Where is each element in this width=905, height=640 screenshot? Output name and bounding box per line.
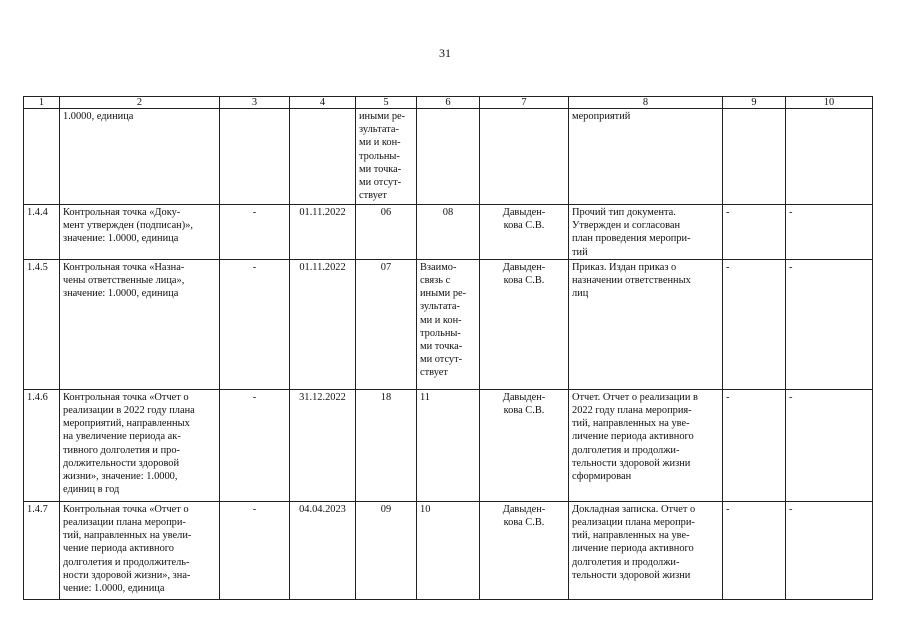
cell-text-line: Контрольная точка «Отчет о	[63, 503, 189, 515]
column-header-7: 7	[480, 97, 569, 109]
cell-c2	[60, 205, 220, 260]
cell-text-line: 2022 году плана мероприя-	[572, 405, 692, 417]
cell-c3: -	[220, 389, 290, 501]
table-row	[24, 109, 873, 205]
cell-c5	[356, 259, 417, 389]
cell-c10	[786, 109, 873, 205]
cell-text-line: мероприятий, направленных	[63, 418, 190, 430]
column-header-2: 2	[60, 97, 220, 109]
cell-c5	[356, 389, 417, 501]
cell-text-line: Давыден-	[502, 207, 546, 218]
cell-c4: 31.12.2022	[290, 389, 356, 501]
cell-c6	[417, 501, 480, 599]
table-row	[24, 501, 873, 599]
cell-c3: -	[220, 205, 290, 260]
cell-text-line: жизни», значение: 1.0000,	[63, 471, 178, 483]
cell-text-line: тивного долголетия и про-	[63, 444, 180, 456]
cell-c8	[569, 259, 723, 389]
cell-c7	[480, 259, 569, 389]
cell-text-line: Давыден-	[502, 503, 546, 515]
cell-id: 1.4.5	[24, 259, 60, 389]
cell-id: 1.4.6	[24, 389, 60, 501]
cell-text-line: ми отсут-	[359, 177, 402, 189]
cell-c3: -	[220, 501, 290, 599]
column-header-10: 10	[786, 97, 873, 109]
cell-text-line: чены ответственные лица»,	[63, 275, 185, 287]
cell-c9: -	[723, 259, 786, 389]
cell-text-line: кова С.В.	[503, 517, 545, 529]
control-points-table	[23, 96, 873, 600]
table-row	[24, 259, 873, 389]
cell-c2	[60, 109, 220, 205]
cell-c6	[417, 389, 480, 501]
column-header-5: 5	[356, 97, 417, 109]
cell-c2	[60, 501, 220, 599]
cell-c6	[417, 205, 480, 260]
cell-id: 1.4.4	[24, 205, 60, 260]
cell-text-line: тельности здоровой жизни	[572, 457, 691, 469]
cell-text-line: Контрольная точка «Отчет о	[63, 391, 189, 403]
cell-text-line: кова С.В.	[503, 275, 545, 287]
cell-c4: 01.11.2022	[290, 259, 356, 389]
cell-c8	[569, 205, 723, 260]
cell-c10: -	[786, 205, 873, 260]
cell-c4: 01.11.2022	[290, 205, 356, 260]
cell-c10: -	[786, 259, 873, 389]
cell-text-line: Давыден-	[502, 391, 546, 403]
cell-text-line: ми и кон-	[420, 314, 462, 326]
cell-text-line: иными ре-	[359, 111, 406, 122]
table-row	[24, 205, 873, 260]
page-number: 31	[439, 46, 451, 60]
cell-c2	[60, 259, 220, 389]
column-header-4: 4	[290, 97, 356, 109]
cell-text-line: тий, направленных на увели-	[63, 530, 192, 542]
cell-c5	[356, 109, 417, 205]
cell-text-line: ствует	[420, 367, 448, 379]
cell-text-line: 09	[380, 503, 392, 515]
cell-text-line: долголетия и продолжитель-	[63, 556, 190, 568]
cell-c10: -	[786, 389, 873, 501]
cell-c2	[60, 389, 220, 501]
cell-c9	[723, 109, 786, 205]
cell-text-line: должительности здоровой	[63, 457, 180, 469]
cell-text-line: реализации плана меропри-	[572, 517, 695, 529]
cell-c7	[480, 109, 569, 205]
cell-text-line: Прочий тип документа.	[572, 207, 676, 218]
cell-text-line: долголетия и продолжи-	[572, 556, 680, 568]
cell-text-line: кова С.В.	[503, 220, 545, 232]
cell-text-line: 10	[420, 503, 431, 515]
cell-c4	[290, 109, 356, 205]
cell-text-line: мероприятий	[572, 111, 631, 122]
cell-text-line: Взаимо-	[420, 261, 457, 273]
cell-text-line: тий, направленных на уве-	[572, 530, 690, 542]
table-header-row	[24, 97, 873, 109]
cell-text-line: реализации плана меропри-	[63, 517, 186, 529]
column-header-8: 8	[569, 97, 723, 109]
cell-text-line: 06	[380, 207, 392, 218]
cell-text-line: ми и кон-	[359, 137, 401, 149]
cell-c3: -	[220, 259, 290, 389]
cell-id: 1.4.7	[24, 501, 60, 599]
cell-c3	[220, 109, 290, 205]
cell-text-line: 08	[442, 207, 454, 218]
cell-text-line: долголетия и продолжи-	[572, 444, 680, 456]
cell-c9: -	[723, 501, 786, 599]
cell-text-line: личение периода активного	[572, 543, 694, 555]
cell-text-line: иными ре-	[420, 288, 467, 300]
cell-text-line: Докладная записка. Отчет о	[572, 503, 696, 515]
cell-c7	[480, 205, 569, 260]
cell-c6	[417, 109, 480, 205]
cell-text-line: ми точка-	[359, 163, 402, 175]
cell-c10: -	[786, 501, 873, 599]
cell-c9: -	[723, 389, 786, 501]
cell-text-line: Давыден-	[502, 261, 546, 273]
cell-text-line: план проведения меропри-	[572, 233, 691, 245]
cell-text-line: ности здоровой жизни», зна-	[63, 569, 191, 581]
cell-text-line: 07	[380, 261, 392, 273]
cell-text-line: назначении ответственных	[572, 275, 691, 287]
cell-text-line: ми точка-	[420, 341, 463, 353]
cell-text-line: тельности здоровой жизни	[572, 569, 691, 581]
cell-text-line: Контрольная точка «Назна-	[63, 261, 185, 273]
cell-c9: -	[723, 205, 786, 260]
cell-text-line: 18	[380, 391, 392, 403]
cell-text-line: значение: 1.0000, единица	[63, 288, 179, 300]
cell-text-line: зультата-	[420, 301, 460, 313]
cell-text-line: кова С.В.	[503, 405, 545, 417]
cell-text-line: сформирован	[572, 471, 632, 483]
cell-id	[24, 109, 60, 205]
cell-text-line: зультата-	[359, 124, 399, 136]
cell-text-line: трольны-	[420, 327, 461, 339]
cell-text-line: лиц	[572, 288, 589, 300]
cell-text-line: Приказ. Издан приказ о	[572, 261, 677, 273]
cell-text-line: Отчет. Отчет о реализации в	[572, 391, 698, 403]
column-header-1: 1	[24, 97, 60, 109]
cell-text-line: на увеличение периода ак-	[63, 431, 181, 443]
cell-c8	[569, 501, 723, 599]
cell-c8	[569, 389, 723, 501]
cell-text-line: чение периода активного	[63, 543, 174, 555]
cell-text-line: тий	[572, 246, 588, 258]
cell-text-line: значение: 1.0000, единица	[63, 233, 179, 245]
cell-c7	[480, 389, 569, 501]
table-body	[24, 97, 873, 600]
cell-text-line: связь с	[420, 275, 451, 287]
cell-c6	[417, 259, 480, 389]
cell-c4: 04.04.2023	[290, 501, 356, 599]
column-header-9: 9	[723, 97, 786, 109]
cell-text-line: трольны-	[359, 150, 400, 162]
cell-text-line: реализации в 2022 году плана	[63, 405, 195, 417]
cell-c7	[480, 501, 569, 599]
cell-text-line: Контрольная точка «Доку-	[63, 207, 181, 218]
column-header-3: 3	[220, 97, 290, 109]
table-row	[24, 389, 873, 501]
cell-c5	[356, 501, 417, 599]
cell-text-line: 1.0000, единица	[63, 111, 134, 122]
cell-text-line: единиц в год	[63, 484, 120, 496]
cell-text-line: Утвержден и согласован	[572, 220, 681, 232]
cell-text-line: ми отсут-	[420, 354, 463, 366]
cell-text-line: ствует	[359, 190, 387, 202]
cell-text-line: личение периода активного	[572, 431, 694, 443]
column-header-6: 6	[417, 97, 480, 109]
cell-text-line: 11	[420, 391, 431, 403]
cell-text-line: тий, направленных на уве-	[572, 418, 690, 430]
cell-text-line: чение: 1.0000, единица	[63, 583, 165, 595]
cell-c5	[356, 205, 417, 260]
cell-text-line: мент утвержден (подписан)»,	[63, 220, 193, 232]
cell-c8	[569, 109, 723, 205]
